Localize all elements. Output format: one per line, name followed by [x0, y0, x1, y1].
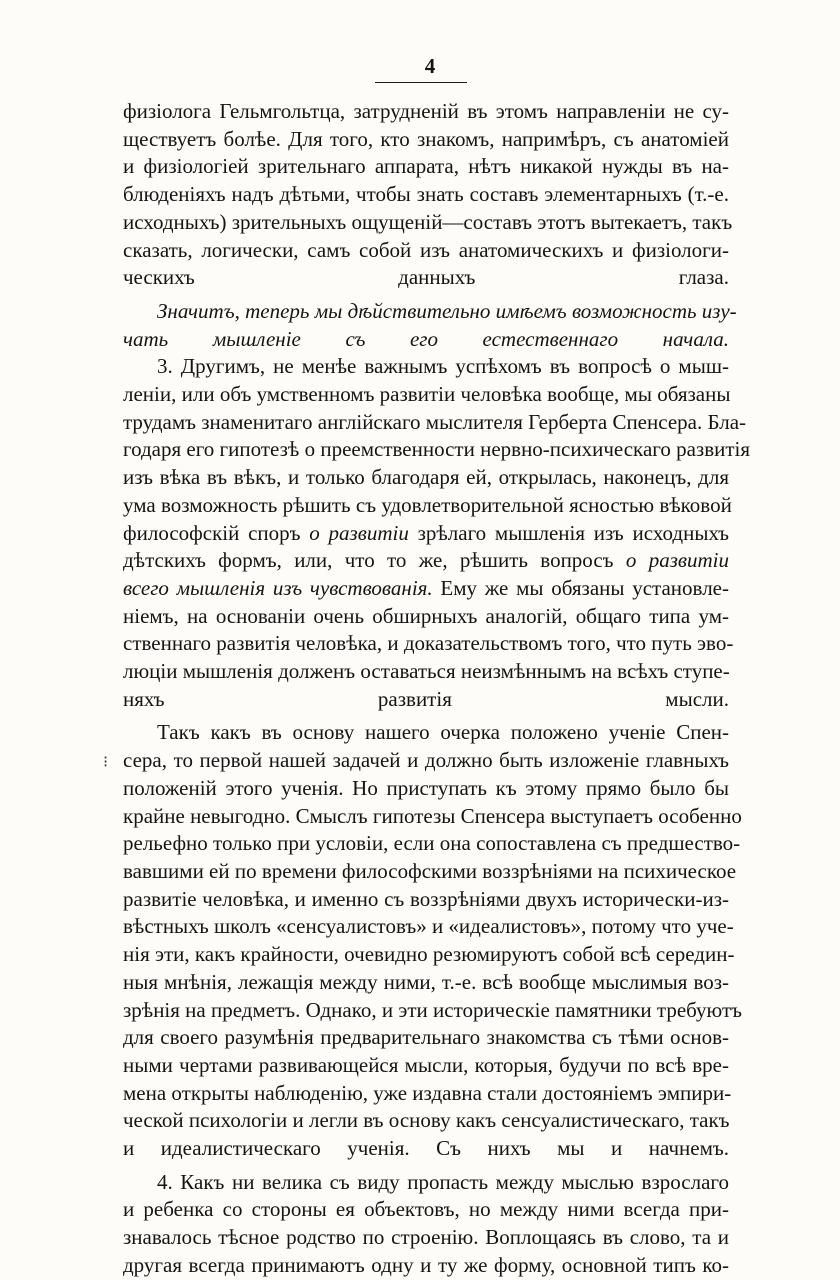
text-line: крайне невыгодно. Смыслъ гипотезы Спенсера выступаетъ особенно [123, 803, 742, 828]
text-line: другая всегда принимаютъ одну и ту же форму, основной типъ ко- [123, 1252, 729, 1277]
text-line: Такъ какъ въ основу нашего очерка положено ученiе Спен- [157, 720, 729, 745]
text-line: сказать, логически, самъ собой изъ анатомическихъ и физiологи- [123, 237, 729, 262]
italic-phrase: о развитiи [309, 520, 409, 545]
text-line: зрѣнiя на предметъ. Однако, и эти историческiе памятники требуютъ [123, 997, 743, 1022]
text-line: изъ вѣка въ вѣкъ, и только благодаря ей, открылась, наконецъ, для [123, 465, 729, 490]
text-line: исходныхъ) зрительныхъ ощущенiй—составъ этотъ вытекаетъ, такъ [123, 209, 733, 234]
text-line: ственнаго развитiя человѣка, и доказательствомъ того, что путь эво- [123, 631, 734, 656]
text-line: Значитъ, теперь мы дѣйствительно имѣемъ возможность изу- [157, 298, 737, 323]
text-line: дѣтскихъ формъ, или, что то же, рѣшить вопросъ о развитiи [123, 548, 730, 573]
text-line: нiемъ, на основанiи очень обширныхъ аналогiй, общаго типа ум- [123, 603, 729, 628]
text-line: ными чертами развивающейся мысли, которыя, будучи по всѣ вре- [123, 1052, 729, 1077]
paragraph-1-continuation [123, 98, 733, 292]
text-line: люцiи мышленiя долженъ оставаться неизмѣннымъ на всѣхъ ступе- [123, 659, 730, 684]
text-line: и ребенка со стороны ея объектовъ, но между ними всегда при- [123, 1197, 729, 1222]
text-line: рельефно только при условiи, если она сопоставлена съ предшество- [123, 831, 741, 856]
text-line: ческихъ данныхъ глаза. [123, 265, 729, 290]
text-line: нiя эти, какъ крайности, очевидно резюмируютъ собой всѣ середин- [123, 942, 735, 967]
text-line: ленiи, или объ умственномъ развитiи человѣка вообще, мы обязаны [123, 382, 731, 407]
text-line: трудамъ знаменитаго англiйскаго мыслителя Герберта Спенсера. Бла- [123, 409, 747, 434]
text-line: знавалось тѣсное родство по строенiю. Воплощаясь въ слово, та и [123, 1225, 729, 1250]
text-line: положенiй этого ученiя. Но приступать къ этому прямо было бы [123, 775, 729, 800]
text-line: и физiологiей зрительнаго аппарата, нѣтъ никакой нужды въ на- [123, 154, 729, 179]
text-line: 3. Другимъ, не менѣе важнымъ успѣхомъ въ вопросѣ о мыш- [157, 354, 729, 379]
text-line: чать мышленiе съ его естественнаго начала. [123, 326, 729, 351]
text-line: вѣстныхъ школъ «сенсуалистовъ» и «идеалистовъ», потому что уче- [123, 914, 734, 939]
text-line: няхъ развитiя мысли. [123, 686, 729, 711]
text-line: блюденiяхъ надъ дѣтьми, чтобы знать составъ элементарныхъ (т.-е. [123, 182, 729, 207]
text-line: ума возможность рѣшить съ удовлетворительной ясностью вѣковой [123, 492, 732, 517]
text-line: вавшими ей по времени философскими воззрѣнiями на психическое [123, 858, 737, 883]
paragraph-2-italic [123, 298, 737, 353]
text-line: сера, то первой нашей задачей и должно быть изложенiе главныхъ [123, 748, 729, 773]
page-number: 4 [424, 54, 436, 78]
text-line: ныя мнѣнiя, лежащiя между ними, т.-е. всѣ вообще мыслимыя воз- [123, 969, 729, 994]
italic-phrase: всего мышленiя изъ чувствованiя. [123, 575, 433, 600]
text-line: годаря его гипотезѣ о преемственности нервно-психическаго развитiя [123, 437, 751, 462]
text-line: философскiй споръ о развитiи зрѣлаго мышленiя изъ исходныхъ [123, 520, 729, 545]
text-line: развитiе человѣка, и именно съ воззрѣнiями двухъ исторически-из- [123, 886, 729, 911]
text-column [123, 98, 751, 1280]
italic-phrase: о развитiи [625, 548, 730, 573]
page-number-rule [375, 82, 467, 83]
text-line: мена открыты наблюденiю, уже издавна стали достоянiемъ эмпири- [123, 1080, 732, 1105]
text-line: всего мышленiя изъ чувствованiя. Ему же мы обязаны установле- [123, 575, 729, 600]
text-line: 4. Какъ ни велика съ виду пропасть между мыслью взрослаго [157, 1169, 729, 1194]
text-line: ществуетъ болѣе. Для того, кто знакомъ, напримѣръ, съ анатомiей [123, 126, 729, 151]
paragraph-4-plan [123, 719, 743, 1162]
paragraph-5-child-adult [123, 1169, 729, 1280]
text-line: ческой психологiи и легли въ основу какъ сенсуалистическаго, такъ [123, 1108, 730, 1133]
text-line: физiолога Гельмгольтца, затрудненiй въ этомъ направленiи не су- [123, 99, 729, 123]
text-line: и идеалистическаго ученiя. Съ нихъ мы и начнемъ. [123, 1136, 729, 1161]
text-line: для своего разумѣнiя предварительнаго знакомства съ тѣми основ- [123, 1025, 729, 1050]
paragraph-3-spencer [123, 353, 751, 713]
margin-mark: ⁝ [103, 754, 109, 771]
